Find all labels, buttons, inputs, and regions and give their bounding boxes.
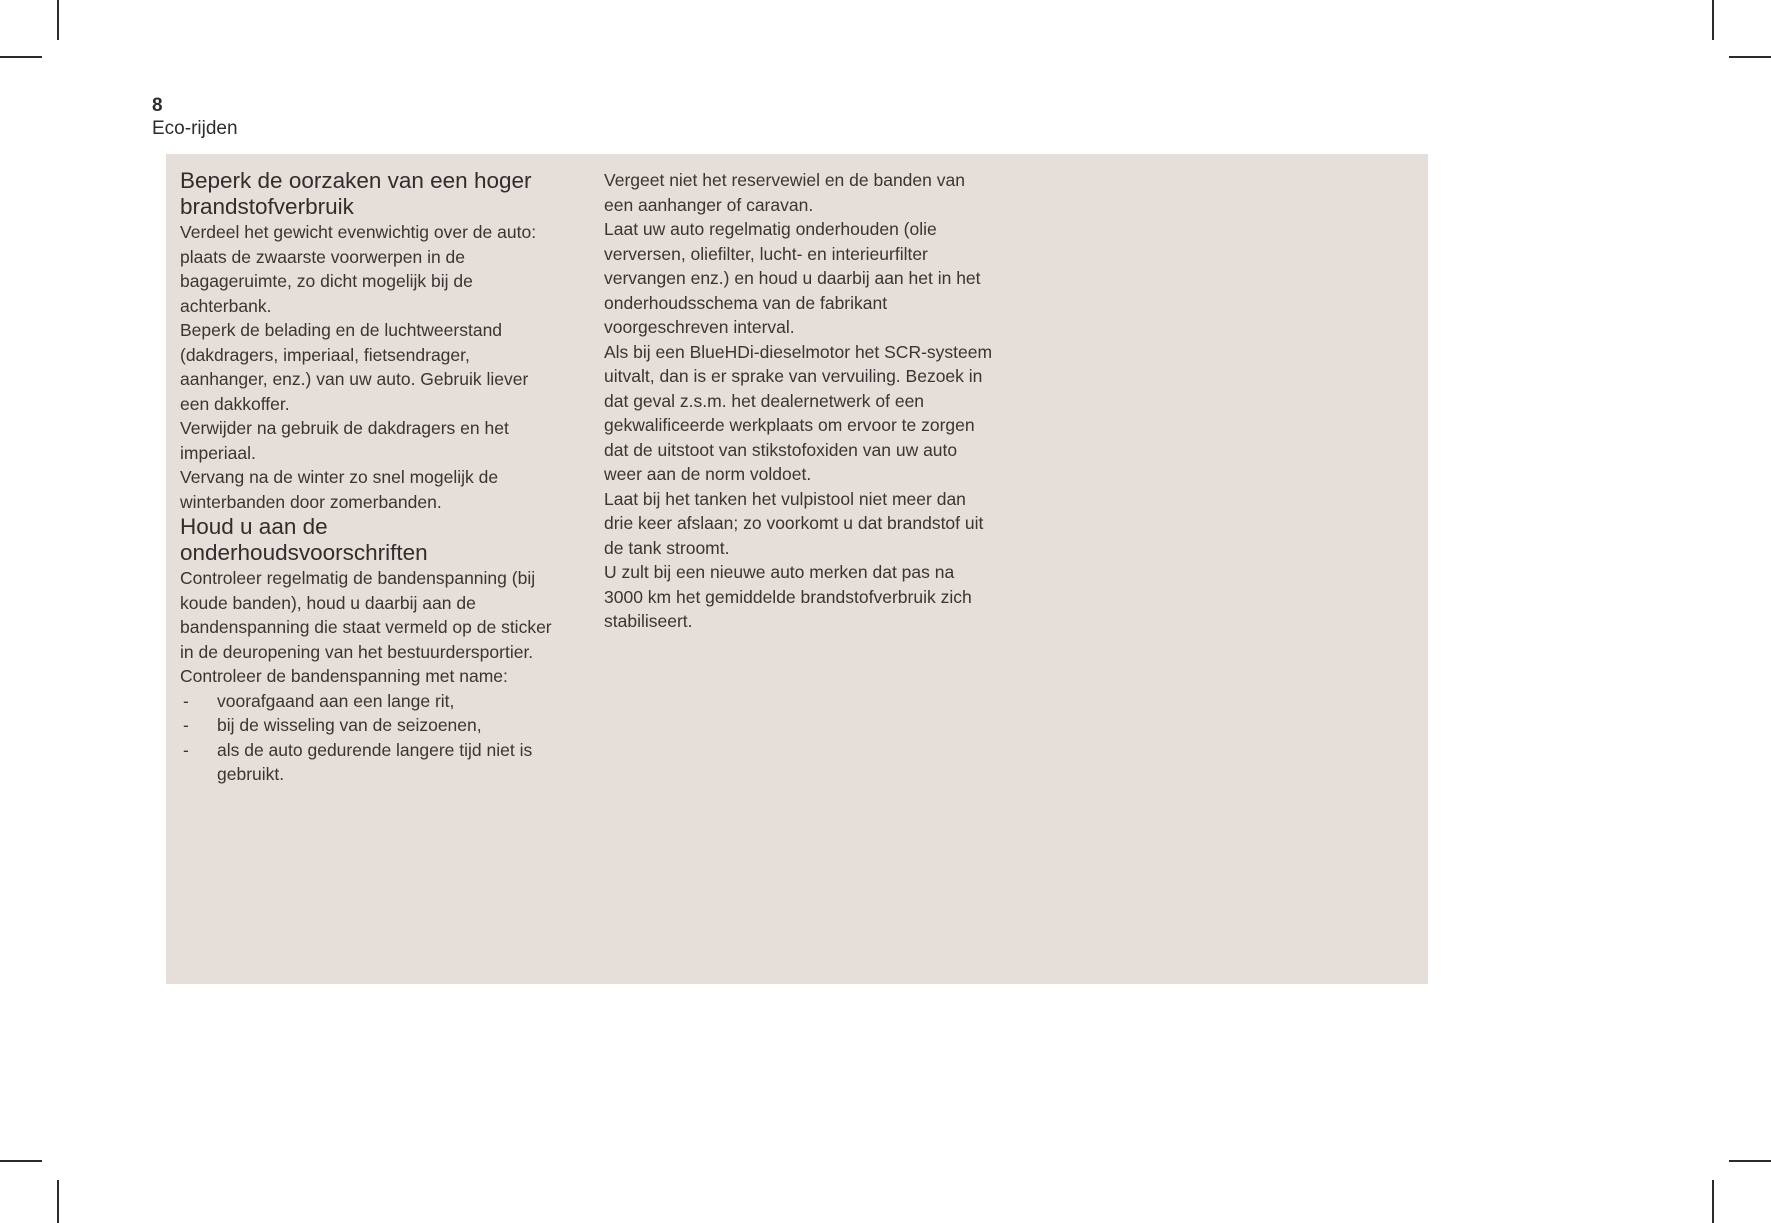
page-number: 8: [152, 95, 163, 116]
bullet-dash: -: [183, 715, 189, 735]
crop-mark-bottom-right-vertical: [1712, 1180, 1714, 1223]
paragraph: Beperk de belading en de luchtweerstand (dakdragers, imperiaal, fietsendrager, aanhanger, enz.) van uw auto. Gebruik liever een dakkoffer.: [180, 320, 529, 414]
content-panel: [166, 154, 1428, 984]
bullet-dash: -: [183, 739, 189, 760]
column-right: [604, 168, 996, 787]
crop-mark-bottom-right-horizontal: [1729, 1160, 1771, 1162]
column-left: [180, 168, 558, 787]
paragraph: Verdeel het gewicht evenwichtig over de auto: plaats de zwaarste voorwerpen in de bagageruimte, zo dicht mogelijk bij de achterbank.: [180, 222, 537, 316]
bullet-text: als de auto gedurende langere tijd niet is gebruikt.: [217, 739, 533, 784]
crop-mark-top-right-vertical: [1712, 0, 1714, 40]
list-item: [180, 713, 558, 738]
paragraph: Verwijder na gebruik de dakdragers en het imperiaal.: [180, 418, 509, 463]
list-item: [180, 738, 558, 787]
crop-mark-bottom-left-vertical: [57, 1180, 59, 1223]
crop-mark-top-left-horizontal: [0, 56, 42, 58]
paragraph: Laat uw auto regelmatig onderhouden (olie verversen, oliefilter, lucht- en interieurfilter vervangen enz.) en houd u daarbij aan het in het onderhoudsschema van de fabrikant voorgeschreven interval.: [604, 219, 981, 337]
list-item: [180, 689, 558, 714]
bullet-dash: -: [183, 690, 189, 711]
bullet-text: bij de wisseling van de seizoenen,: [217, 715, 482, 735]
paragraph: Laat bij het tanken het vulpistool niet meer dan drie keer afslaan; zo voorkomt u dat brandstof uit de tank stroomt.: [604, 488, 984, 558]
page-header: [152, 94, 238, 140]
section-title: Eco-rijden: [152, 118, 238, 139]
text-columns: [180, 168, 1428, 787]
crop-mark-bottom-left-horizontal: [0, 1160, 42, 1162]
heading-maintenance-rules: Houd u aan de onderhoudsvoorschriften: [180, 514, 428, 565]
bullet-list: [180, 689, 558, 787]
crop-mark-top-right-horizontal: [1729, 56, 1771, 58]
paragraph: Vervang na de winter zo snel mogelijk de winterbanden door zomerbanden.: [180, 467, 499, 512]
bullet-text: voorafgaand aan een lange rit,: [217, 690, 455, 711]
paragraph: Vergeet niet het reservewiel en de banden van een aanhanger of caravan.: [604, 170, 965, 215]
heading-limit-fuel-consumption: Beperk de oorzaken van een hoger brandstofverbruik: [180, 168, 532, 219]
paragraph: Als bij een BlueHDi-dieselmotor het SCR-systeem uitvalt, dan is er sprake van vervuiling. Bezoek in dat geval z.s.m. het dealernetwerk of een gekwalificeerde werkplaats om ervoor te zorgen dat de uitstoot van stikstofoxiden van uw auto weer aan de norm voldoet.: [604, 341, 993, 484]
crop-mark-top-left-vertical: [57, 0, 59, 40]
paragraph: Controleer de bandenspanning met name:: [180, 666, 508, 686]
paragraph: Controleer regelmatig de bandenspanning (bij koude banden), houd u daarbij aan de bandenspanning die staat vermeld op de sticker in de deuropening van het bestuurdersportier.: [180, 568, 552, 662]
paragraph: U zult bij een nieuwe auto merken dat pas na 3000 km het gemiddelde brandstofverbruik zich stabiliseert.: [604, 562, 972, 631]
